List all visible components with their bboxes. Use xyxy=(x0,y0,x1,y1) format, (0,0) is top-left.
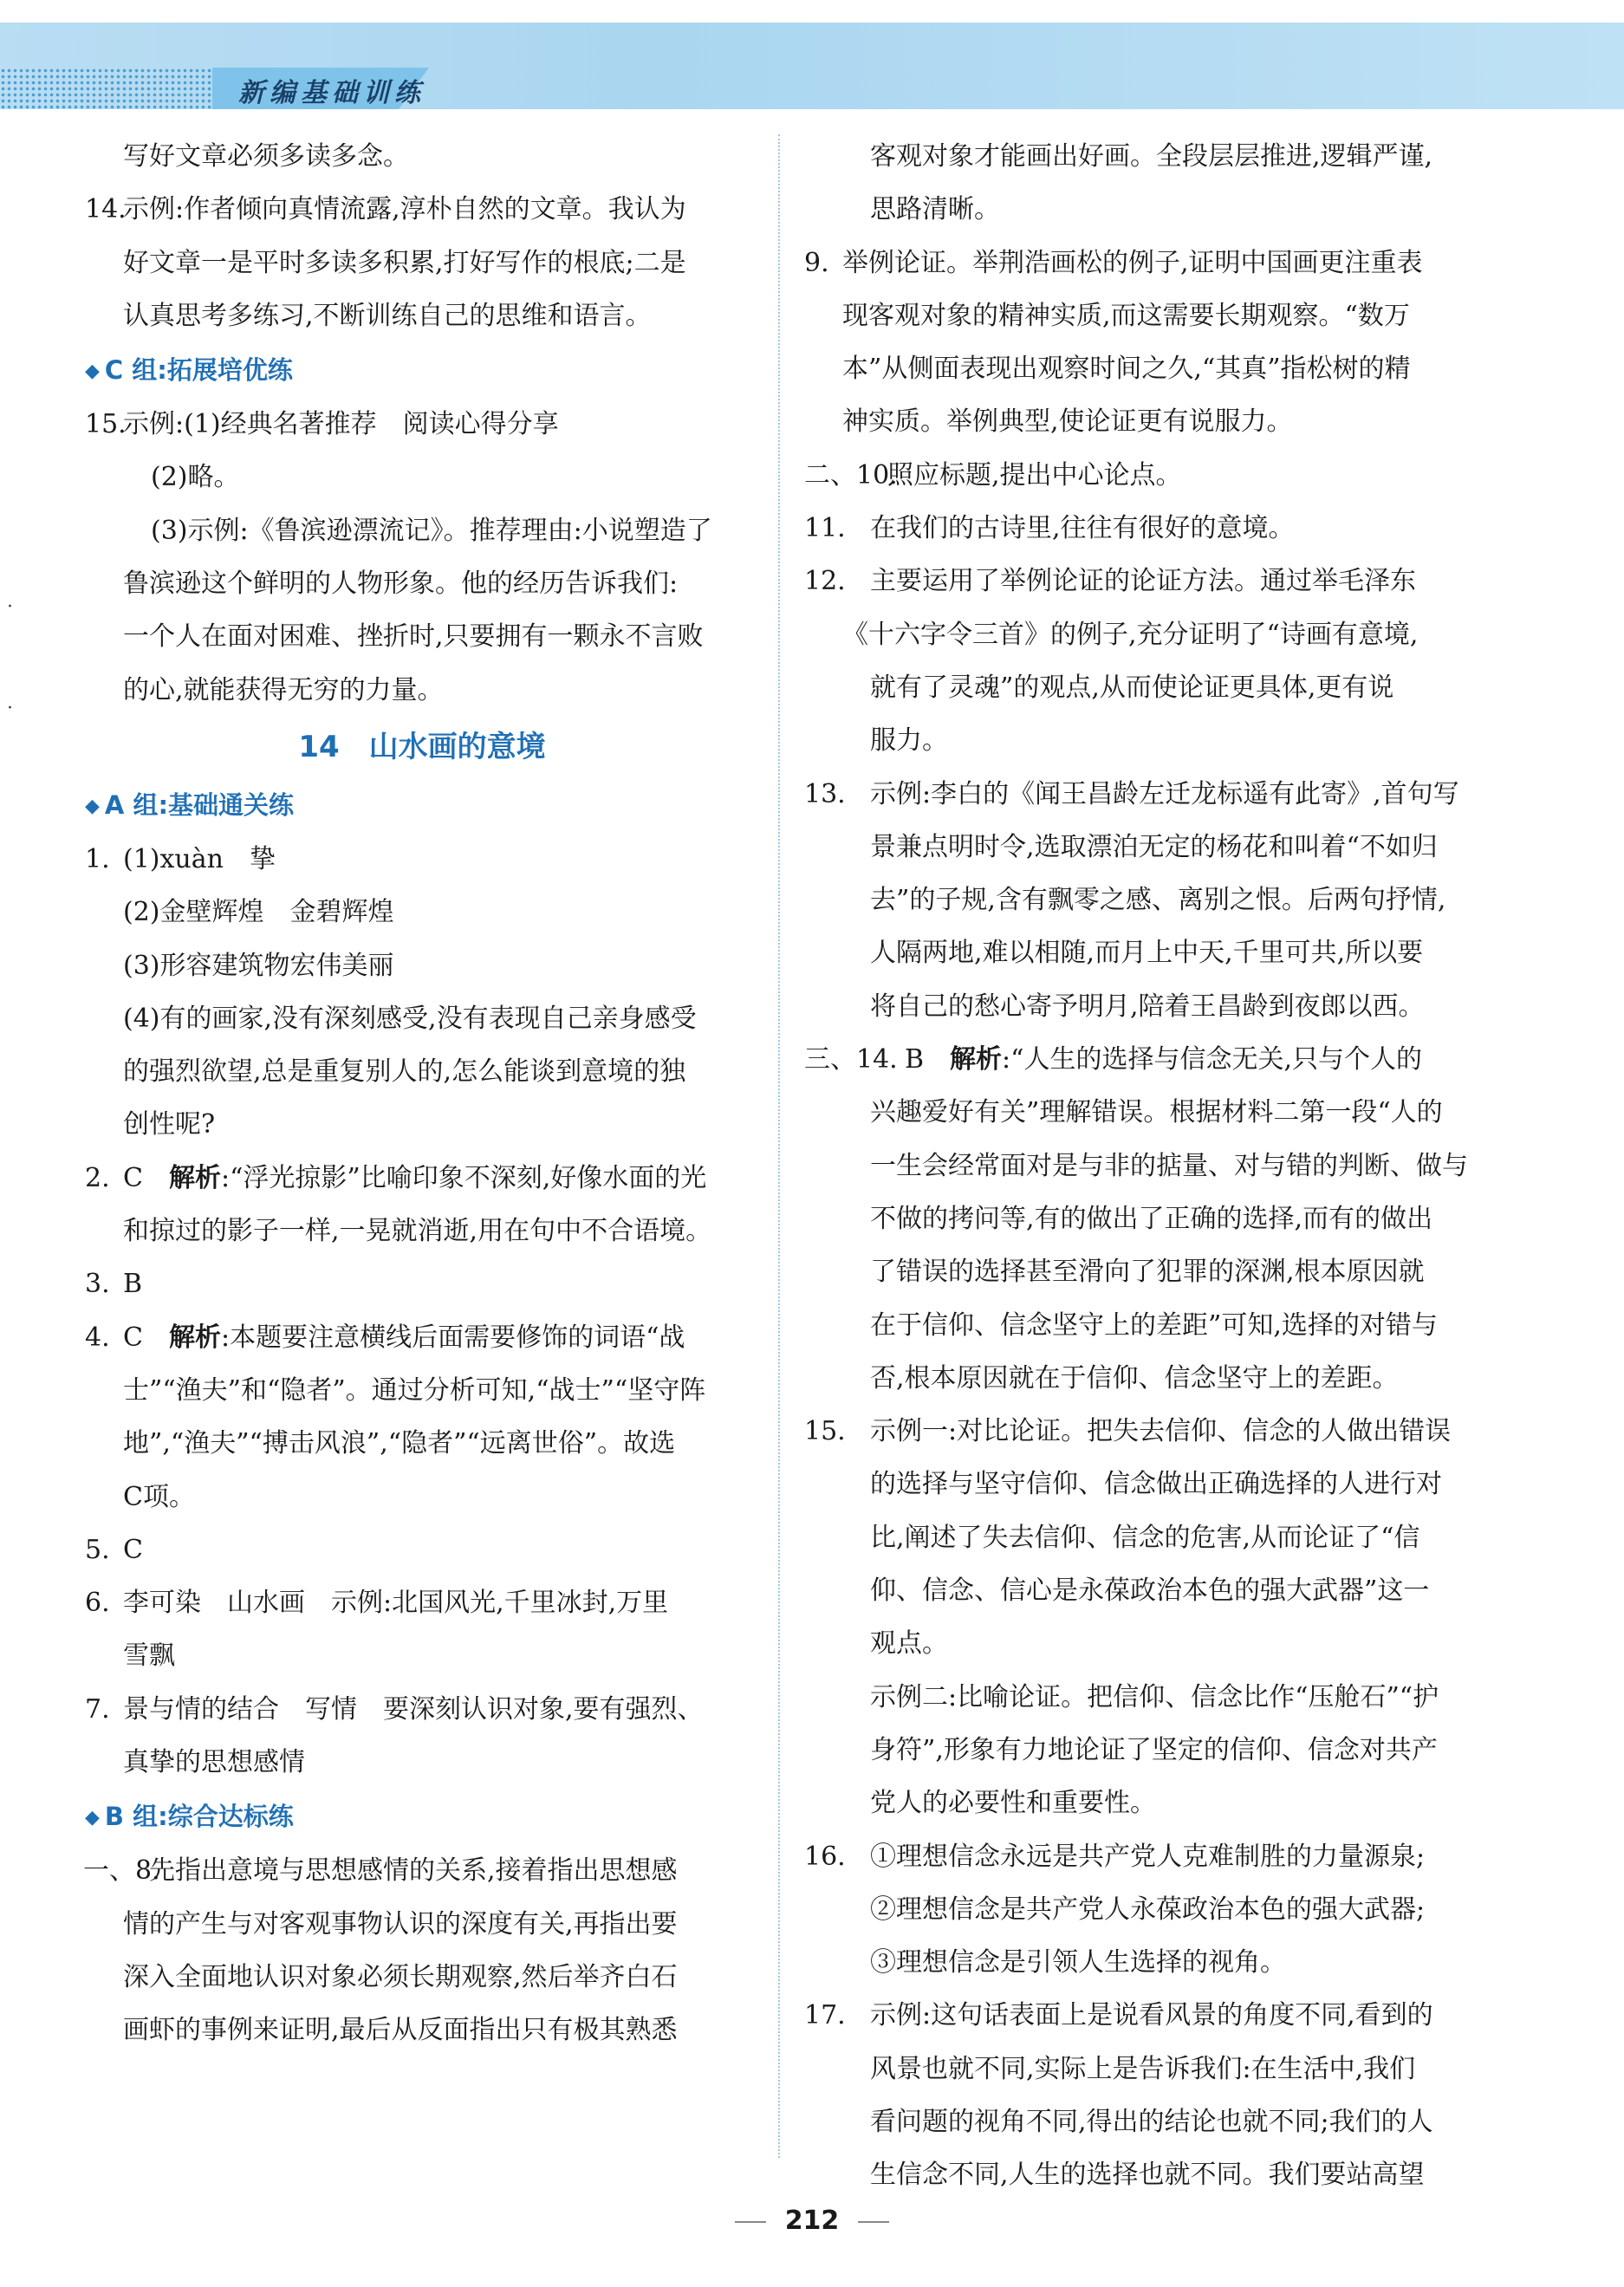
page-number-text: 212 xyxy=(784,2206,840,2236)
question-number: 二、10. xyxy=(804,459,898,491)
lesson-title: 14 山水画的意境 xyxy=(298,729,546,764)
text-line: 不做的拷问等,有的做出了正确的选择,而有的做出 xyxy=(870,1203,1433,1234)
answer-choice: B xyxy=(905,1044,925,1075)
series-title: 新编基础训练 xyxy=(238,78,425,108)
answer-choice: C xyxy=(123,1322,143,1353)
text-line: 将自己的愁心寄予明月,陪着王昌龄到夜郎以西。 xyxy=(870,991,1425,1022)
question-number: 13. xyxy=(804,778,846,809)
margin-mark: · xyxy=(7,596,13,618)
question-number: 2. xyxy=(85,1162,110,1193)
text-line: 在我们的古诗里,往往有很好的意境。 xyxy=(870,513,1295,544)
text-line: 看问题的视角不同,得出的结论也就不同;我们的人 xyxy=(870,2106,1433,2137)
text-line: 现客观对象的精神实质,而这需要长期观察。“数万 xyxy=(842,300,1410,331)
text-line: 创性呢? xyxy=(123,1109,216,1140)
text-line: 景与情的结合 写情 要深刻认识对象,要有强烈、 xyxy=(123,1693,704,1725)
text-line: 示例:作者倾向真情流露,淳朴自然的文章。我认为 xyxy=(123,194,686,225)
text-line: 先指出意境与思想感情的关系,接着指出思想感 xyxy=(149,1855,678,1887)
text-line: 就有了灵魂”的观点,从而使论证更具体,更有说 xyxy=(870,672,1394,703)
text-line: 身符”,形象有力地论证了坚定的信仰、信念对共产 xyxy=(870,1734,1438,1765)
right-column xyxy=(804,130,1489,2202)
text-line: 生信念不同,人生的选择也就不同。我们要站高望 xyxy=(870,2160,1425,2191)
text-line: 深入全面地认识对象必须长期观察,然后举齐白石 xyxy=(123,1961,678,1992)
text-line: 比,阐述了失去信仰、信念的危害,从而论证了“信 xyxy=(870,1522,1420,1553)
text-line: 去”的子规,含有飘零之感、离别之恨。后两句抒情, xyxy=(870,885,1446,916)
question-number: 一、8. xyxy=(83,1855,160,1887)
text-line: 仰、信念、信心是永葆政治本色的强大武器”这一 xyxy=(870,1576,1430,1607)
text-line: :本题要注意横线后面需要修饰的词语“战 xyxy=(220,1322,685,1353)
question-number: 14. xyxy=(85,194,127,225)
text-line: 的强烈欲望,总是重复别人的,怎么能谈到意境的独 xyxy=(123,1056,686,1088)
text-line: 李可染 山水画 示例:北国风光,千里冰封,万里 xyxy=(123,1588,669,1619)
text-line: (1)xuàn 挚 xyxy=(123,843,276,874)
text-line: 示例:(1)经典名著推荐 阅读心得分享 xyxy=(123,409,559,440)
text-line: 示例:李白的《闻王昌龄左迁龙标遥有此寄》,首句写 xyxy=(870,778,1459,809)
text-line: (3)形容建筑物宏伟美丽 xyxy=(123,950,394,981)
text-line: ①理想信念永远是共产党人克难制胜的力量源泉; xyxy=(870,1841,1426,1872)
group-a-heading xyxy=(85,777,759,833)
text-line: 和掠过的影子一样,一晃就消逝,用在句中不合语境。 xyxy=(123,1216,712,1247)
text-line: 照应标题,提出中心论点。 xyxy=(887,459,1182,491)
text-line: 一生会经常面对是与非的掂量、对与错的判断、做与 xyxy=(870,1150,1468,1181)
text-line: 举例论证。举荆浩画松的例子,证明中国画更注重表 xyxy=(842,247,1423,278)
text-line: 情的产生与对客观事物认识的深度有关,再指出要 xyxy=(123,1908,678,1939)
question-number: 9. xyxy=(804,247,829,278)
text-line: 示例:这句话表面上是说看风景的角度不同,看到的 xyxy=(870,2000,1433,2031)
text-line: 本”从侧面表现出观察时间之久,“其真”指松树的精 xyxy=(842,354,1411,385)
text-line: 示例一:对比论证。把失去信仰、信念的人做出错误 xyxy=(870,1416,1452,1447)
question-number: 1. xyxy=(85,843,110,874)
text-line: 思路清晰。 xyxy=(870,194,1000,225)
question-number: 15. xyxy=(85,409,127,440)
analysis-label: 解析 xyxy=(168,1322,221,1353)
text-line: 的心,就能获得无穷的力量。 xyxy=(123,674,444,705)
page-number-dash xyxy=(858,2221,889,2223)
left-column xyxy=(85,130,759,2057)
text-line: :“人生的选择与信念无关,只与个人的 xyxy=(1002,1044,1423,1075)
text-line: 服力。 xyxy=(870,725,948,757)
text-line: ②理想信念是共产党人永葆政治本色的强大武器; xyxy=(870,1894,1426,1925)
diamond-icon: ◆ xyxy=(85,795,100,817)
group-label: B 组:综合达标练 xyxy=(104,1802,294,1832)
text-line: 神实质。举例典型,使论证更有说服力。 xyxy=(842,406,1293,438)
text-line: 在于信仰、信念坚守上的差距”可知,选择的对错与 xyxy=(870,1309,1438,1341)
text-line: 景兼点明时令,选取漂泊无定的杨花和叫着“不如归 xyxy=(870,831,1438,862)
column-divider xyxy=(778,134,780,2158)
group-b-heading xyxy=(85,1789,759,1844)
margin-mark: · xyxy=(7,698,13,719)
analysis-label: 解析 xyxy=(168,1162,221,1193)
text-line: :“浮光掠影”比喻印象不深刻,好像水面的光 xyxy=(220,1162,707,1193)
text-line: 风景也就不同,实际上是告诉我们:在生活中,我们 xyxy=(870,2053,1416,2084)
page-number-dash xyxy=(735,2221,766,2223)
question-number: 15. xyxy=(804,1416,846,1447)
text-line: 士”“渔夫”和“隐者”。通过分析可知,“战士”“坚守阵 xyxy=(123,1374,706,1406)
question-number: 16. xyxy=(804,1841,846,1872)
text-line: (2)略。 xyxy=(151,462,240,493)
text-line: (2)金壁辉煌 金碧辉煌 xyxy=(123,897,394,928)
question-number: 6. xyxy=(85,1588,110,1619)
text-line: 好文章一是平时多读多积累,打好写作的根底;二是 xyxy=(123,247,686,278)
question-number: 三、14. xyxy=(804,1044,898,1075)
text-line: (3)示例:《鲁滨逊漂流记》。推荐理由:小说塑造了 xyxy=(151,515,712,546)
text-line: 客观对象才能画出好画。全段层层推进,逻辑严谨, xyxy=(870,141,1433,172)
group-label: C 组:拓展培优练 xyxy=(104,355,293,386)
question-number: 5. xyxy=(85,1534,110,1565)
group-c-heading xyxy=(85,342,759,398)
question-number: 17. xyxy=(804,2000,846,2031)
text-line: 的选择与坚守信仰、信念做出正确选择的人进行对 xyxy=(870,1469,1442,1500)
header-dot-pattern xyxy=(0,68,217,109)
text-line: C项。 xyxy=(123,1481,195,1512)
question-number: 12. xyxy=(804,566,846,597)
text-line: 真挚的思想感情 xyxy=(123,1747,305,1778)
analysis-label: 解析 xyxy=(950,1044,1003,1075)
answer-choice: B xyxy=(123,1269,143,1300)
answer-choice: C xyxy=(123,1162,143,1193)
text-line: 雪飘 xyxy=(123,1641,175,1672)
text-line: (4)有的画家,没有深刻感受,没有表现自己亲身感受 xyxy=(123,1003,697,1034)
text-line: 否,根本原因就在于信仰、信念坚守上的差距。 xyxy=(870,1362,1399,1394)
question-number: 7. xyxy=(85,1693,110,1725)
text-line: 观点。 xyxy=(870,1628,948,1660)
text-line: 了错误的选择甚至滑向了犯罪的深渊,根本原因就 xyxy=(870,1257,1425,1288)
question-number: 4. xyxy=(85,1322,110,1353)
question-number: 3. xyxy=(85,1269,110,1300)
text-line: 主要运用了举例论证的论证方法。通过举毛泽东 xyxy=(870,566,1416,597)
text-line: 鲁滨逊这个鲜明的人物形象。他的经历告诉我们: xyxy=(123,569,679,600)
diamond-icon: ◆ xyxy=(85,1807,100,1829)
text-line: 党人的必要性和重要性。 xyxy=(870,1788,1156,1819)
text-line: 示例二:比喻论证。把信仰、信念比作“压舱石”“护 xyxy=(870,1681,1439,1712)
text-line: 认真思考多练习,不断训练自己的思维和语言。 xyxy=(123,300,652,331)
text-line: 《十六字令三首》的例子,充分证明了“诗画有意境, xyxy=(842,619,1419,650)
diamond-icon: ◆ xyxy=(85,361,100,383)
text-line: 画虾的事例来证明,最后从反面指出只有极其熟悉 xyxy=(123,2015,678,2046)
text-line: 写好文章必须多读多念。 xyxy=(123,141,409,172)
group-label: A 组:基础通关练 xyxy=(104,789,295,820)
text-line: 一个人在面对困难、挫折时,只要拥有一颗永不言败 xyxy=(123,621,704,653)
answer-choice: C xyxy=(123,1534,143,1565)
text-line: 地”,“渔夫”“搏击风浪”,“隐者”“远离世俗”。故选 xyxy=(123,1428,676,1459)
text-line: 兴趣爱好有关”理解错误。根据材料二第一段“人的 xyxy=(870,1097,1443,1128)
question-number: 11. xyxy=(804,513,846,544)
text-line: 人隔两地,难以相随,而月上中天,千里可共,所以要 xyxy=(870,938,1424,969)
page-number xyxy=(0,2206,1624,2236)
text-line: ③理想信念是引领人生选择的视角。 xyxy=(870,1947,1286,1978)
